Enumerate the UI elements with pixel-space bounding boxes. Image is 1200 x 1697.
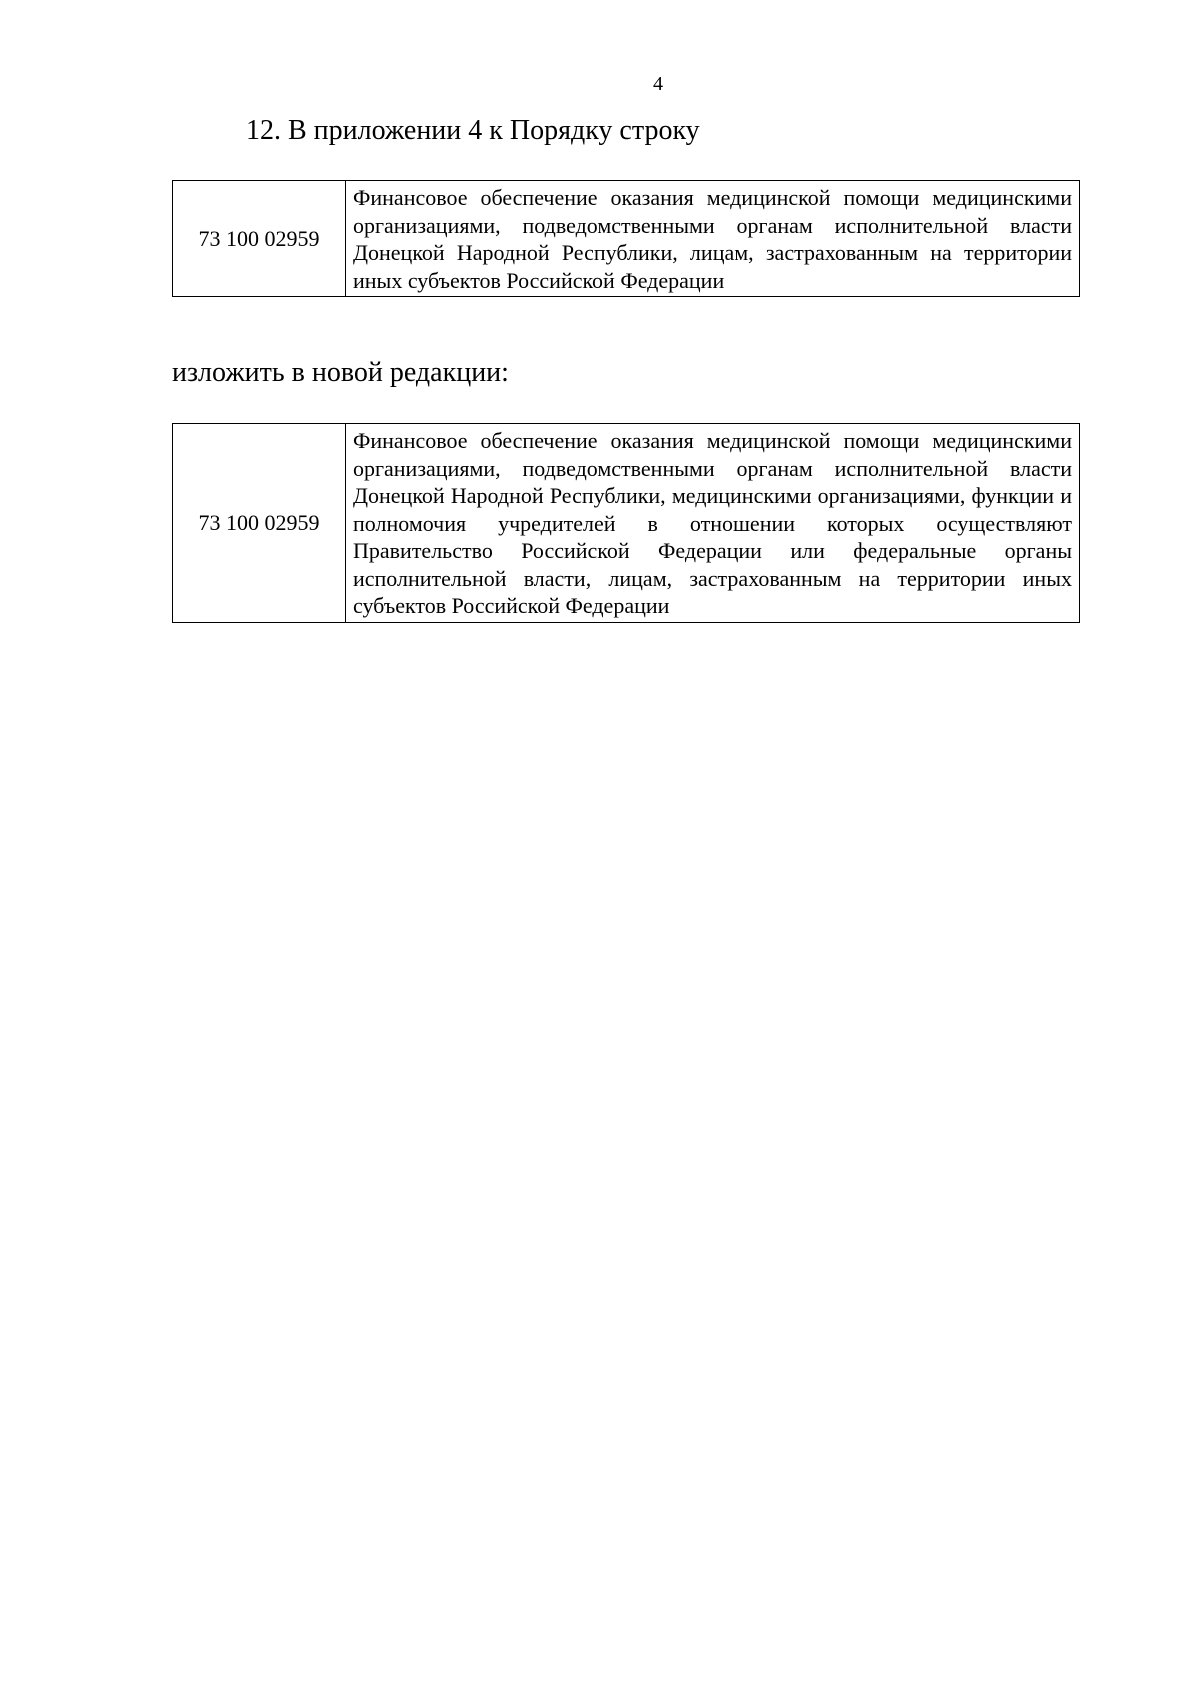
budget-code-cell: 73 100 02959 — [173, 181, 346, 297]
instruction-paragraph: изложить в новой редакции: — [172, 357, 509, 388]
page-number: 4 — [653, 73, 663, 95]
intro-paragraph: 12. В приложении 4 к Порядку строку — [246, 115, 700, 146]
budget-code-cell: 73 100 02959 — [173, 424, 346, 623]
description-cell: Финансовое обеспечение оказания медицинской помощи медицинскими организациями, подведомственными органам исполнительной власти Донецкой Народной Республики, лицам, застрахованным на территории иных субъектов Российской Федерации — [346, 181, 1080, 297]
old-row-table — [172, 180, 1080, 297]
table-row — [173, 181, 1080, 297]
new-row-table — [172, 423, 1080, 623]
table-row — [173, 424, 1080, 623]
description-cell: Финансовое обеспечение оказания медицинской помощи медицинскими организациями, подведомственными органам исполнительной власти Донецкой Народной Республики, медицинскими организациями, функции и полномочия учредителей в отношении которых осуществляют Правительство Российской Федерации или федеральные органы исполнительной власти, лицам, застрахованным на территории иных субъектов Российской Федерации — [346, 424, 1080, 623]
